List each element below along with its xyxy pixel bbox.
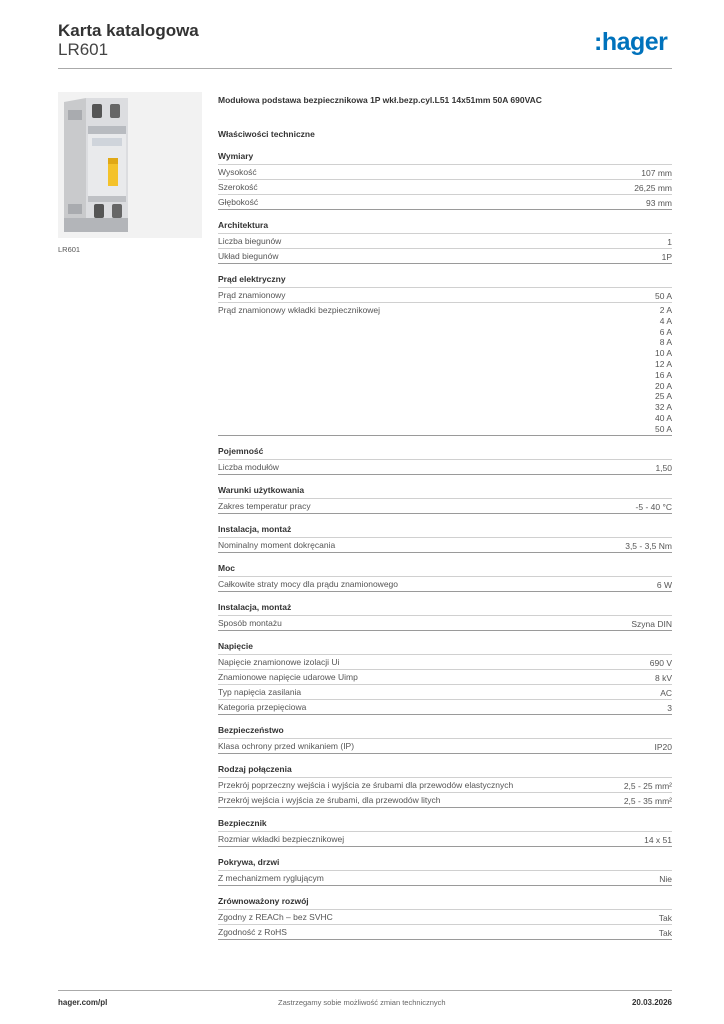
spec-value-item: 14 x 51 xyxy=(644,834,672,845)
spec-value-item: AC xyxy=(660,687,672,698)
spec-value-item: 2,5 - 35 mm² xyxy=(623,795,672,806)
footer-divider xyxy=(58,990,672,991)
spec-section xyxy=(218,896,672,940)
spec-row xyxy=(218,288,672,303)
spec-value-item: 10 A xyxy=(654,348,672,359)
spec-section xyxy=(218,485,672,514)
spec-label: Nominalny moment dokręcania xyxy=(218,539,336,550)
spec-value xyxy=(659,873,672,885)
spec-row xyxy=(218,303,672,436)
spec-value xyxy=(624,795,672,807)
spec-value-item: 2,5 - 25 mm² xyxy=(623,780,672,791)
spec-section xyxy=(218,563,672,592)
spec-section xyxy=(218,446,672,475)
spec-value-item: 40 A xyxy=(654,412,672,423)
spec-value-item: IP20 xyxy=(654,741,672,752)
spec-label: Całkowite straty mocy dla prądu znamionowego xyxy=(218,578,399,589)
spec-value xyxy=(631,618,672,630)
spec-value xyxy=(655,741,673,753)
spec-row xyxy=(218,685,672,700)
spec-row xyxy=(218,670,672,685)
spec-value xyxy=(659,927,672,939)
spec-label: Głębokość xyxy=(218,197,259,207)
section-title: Instalacja, montaż xyxy=(218,602,672,616)
spec-value-item: Tak xyxy=(658,927,672,938)
section-title: Zrównoważony rozwój xyxy=(218,896,672,910)
spec-section xyxy=(218,602,672,631)
spec-value-item: 3,5 - 3,5 Nm xyxy=(625,540,672,551)
spec-value xyxy=(644,834,672,846)
spec-label: Klasa ochrony przed wnikaniem (IP) xyxy=(218,740,355,751)
spec-value xyxy=(662,251,672,263)
spec-row xyxy=(218,910,672,925)
spec-value-item: 8 kV xyxy=(654,672,672,683)
spec-section xyxy=(218,764,672,808)
spec-label: Przekrój poprzeczny wejścia i wyjścia ze śrubami dla przewodów elastycznych xyxy=(218,779,514,790)
spec-label: Sposób montażu xyxy=(218,617,282,628)
spec-value-item: 26,25 mm xyxy=(634,183,672,193)
spec-label: Zgodny z REACh – bez SVHC xyxy=(218,911,333,922)
spec-label: Kategoria przepięciowa xyxy=(218,701,307,712)
spec-value-item: 1P xyxy=(661,252,672,262)
footer-website: hager.com/pl xyxy=(58,998,108,1007)
spec-section xyxy=(218,274,672,436)
spec-value-item: 6 W xyxy=(656,579,672,590)
product-image-caption: LR601 xyxy=(58,245,81,254)
spec-row xyxy=(218,739,672,754)
section-title: Bezpieczeństwo xyxy=(218,725,672,739)
spec-value-item: -5 - 40 °C xyxy=(635,501,672,512)
section-title: Instalacja, montaż xyxy=(218,524,672,538)
spec-value-item: 4 A xyxy=(659,315,672,326)
spec-value-item: Szyna DIN xyxy=(631,618,672,629)
spec-row xyxy=(218,832,672,847)
spec-label: Rozmiar wkładki bezpiecznikowej xyxy=(218,833,345,844)
spec-row xyxy=(218,249,672,264)
spec-label: Z mechanizmem ryglującym xyxy=(218,872,324,883)
hager-logo: :hager xyxy=(594,28,668,56)
spec-content xyxy=(218,95,672,950)
spec-row xyxy=(218,925,672,940)
spec-row xyxy=(218,499,672,514)
header-divider xyxy=(58,68,672,69)
spec-section xyxy=(218,220,672,264)
spec-value xyxy=(636,501,672,513)
spec-row xyxy=(218,700,672,715)
spec-value xyxy=(655,290,672,302)
spec-value-item: 12 A xyxy=(654,358,672,369)
spec-row xyxy=(218,180,672,195)
section-title: Prąd elektryczny xyxy=(218,274,672,288)
section-title: Moc xyxy=(218,563,672,577)
spec-row xyxy=(218,655,672,670)
spec-value-item: 16 A xyxy=(654,369,672,380)
spec-label: Prąd znamionowy xyxy=(218,290,286,300)
spec-value-item: 6 A xyxy=(659,326,672,337)
spec-label: Napięcie znamionowe izolacji Ui xyxy=(218,656,340,667)
spec-row xyxy=(218,577,672,592)
product-title: Modułowa podstawa bezpiecznikowa 1P wkł.bezp.cyl.L51 14x51mm 50A 690VAC xyxy=(218,95,542,105)
product-code: LR601 xyxy=(58,40,109,59)
spec-section xyxy=(218,524,672,553)
spec-value xyxy=(624,780,672,792)
spec-value-item: 8 A xyxy=(659,337,672,348)
spec-row xyxy=(218,871,672,886)
spec-row xyxy=(218,234,672,249)
spec-section xyxy=(218,151,672,210)
spec-label: Wysokość xyxy=(218,167,257,177)
spec-row xyxy=(218,460,672,475)
spec-label: Prąd znamionowy wkładki bezpiecznikowej xyxy=(218,305,381,315)
spec-value-item: 50 A xyxy=(654,291,672,301)
spec-label: Typ napięcia zasilania xyxy=(218,686,302,697)
spec-label: Szerokość xyxy=(218,182,258,192)
spec-value xyxy=(659,912,672,924)
footer-disclaimer: Zastrzegamy sobie możliwość zmian technicznych xyxy=(278,998,446,1007)
spec-value xyxy=(625,540,672,552)
footer-date: 20.03.2026 xyxy=(631,998,672,1007)
spec-sections xyxy=(218,151,672,940)
spec-value xyxy=(641,167,672,179)
spec-value-item: 93 mm xyxy=(646,198,672,208)
product-image xyxy=(58,92,202,238)
spec-label: Liczba modułów xyxy=(218,461,279,472)
section-title: Pokrywa, drzwi xyxy=(218,857,672,871)
spec-label: Znamionowe napięcie udarowe Uimp xyxy=(218,671,358,682)
spec-value xyxy=(646,197,672,209)
spec-value-item: Tak xyxy=(658,912,672,923)
spec-value-item: 20 A xyxy=(654,380,672,391)
spec-value xyxy=(655,462,672,474)
spec-value xyxy=(657,579,672,591)
spec-value xyxy=(655,672,672,684)
spec-row xyxy=(218,165,672,180)
spec-value-item: 107 mm xyxy=(641,168,672,178)
section-title: Rodzaj połączenia xyxy=(218,764,672,778)
spec-label: Zgodność z RoHS xyxy=(218,926,287,937)
fuse-holder-illustration xyxy=(58,92,202,238)
section-title: Warunki użytkowania xyxy=(218,485,672,499)
page-title: Karta katalogowa xyxy=(58,21,199,40)
spec-value-item: 50 A xyxy=(654,423,672,434)
section-title: Wymiary xyxy=(218,151,672,165)
spec-value-item: 690 V xyxy=(649,657,672,668)
spec-value xyxy=(634,182,672,194)
section-title: Napięcie xyxy=(218,641,672,655)
spec-row xyxy=(218,616,672,631)
spec-value-item: 1,50 xyxy=(655,462,672,473)
spec-section xyxy=(218,857,672,886)
spec-value xyxy=(650,657,672,669)
section-title: Architektura xyxy=(218,220,672,234)
section-title: Pojemność xyxy=(218,446,672,460)
spec-label: Zakres temperatur pracy xyxy=(218,500,311,511)
spec-section xyxy=(218,818,672,847)
spec-row xyxy=(218,793,672,808)
spec-row xyxy=(218,195,672,210)
spec-row xyxy=(218,538,672,553)
spec-section xyxy=(218,725,672,754)
spec-label: Liczba biegunów xyxy=(218,236,282,246)
section-title: Bezpiecznik xyxy=(218,818,672,832)
spec-value-item: 25 A xyxy=(654,391,672,402)
spec-row xyxy=(218,778,672,793)
spec-value-item: 2 A xyxy=(659,305,672,315)
spec-label: Przekrój wejścia i wyjścia ze śrubami, dla przewodów litych xyxy=(218,794,441,805)
spec-value-item: Nie xyxy=(659,873,672,884)
spec-value-item: 32 A xyxy=(654,402,672,413)
spec-value xyxy=(660,687,672,699)
spec-section xyxy=(218,641,672,715)
spec-value-item: 1 xyxy=(667,237,672,247)
spec-value-item: 3 xyxy=(667,702,672,713)
spec-value xyxy=(667,236,672,248)
spec-label: Układ biegunów xyxy=(218,251,279,261)
properties-heading: Właściwości techniczne xyxy=(218,129,315,139)
spec-value xyxy=(655,305,672,435)
spec-value xyxy=(667,702,672,714)
